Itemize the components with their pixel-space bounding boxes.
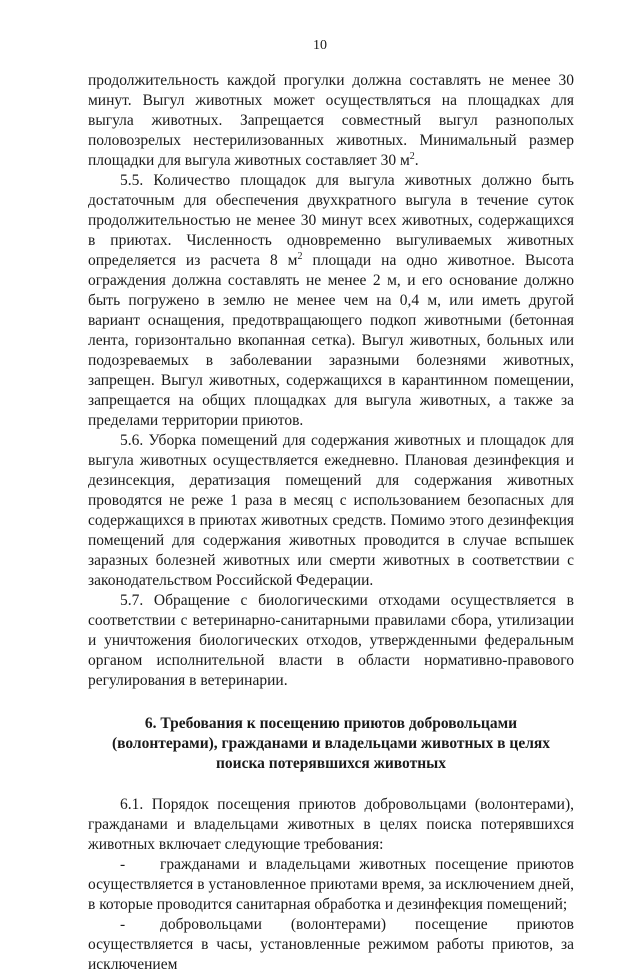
document-body [88,71,574,975]
paragraph-continuation [88,71,574,171]
list-item-text: гражданами и владельцами животных посещение приютов осуществляется в установленное приютами время, за исключением дней, в которые проводится санитарная обработка и дезинфекция помещений; [88,856,574,913]
heading-line: 6. Требования к посещению приютов добровольцами [144,715,518,732]
paragraph-5-5 [88,171,574,431]
list-dash: - [120,856,126,873]
list-dash: - [120,916,126,933]
list-item [88,915,574,975]
paragraph-text-tail: площади на одно животное. Высота ограждения должна составлять не менее 2 м, и его основание должно быть погружено в землю не менее чем на 0,4 м, или иметь другой вариант оснащения, предотвращающего подкоп животными (бетонная лента, горизонтально вкопанная сетка). Выгул животных, больных или подозреваемых в заболевании заразными болезнями животных, запрещен. Выгул животных, содержащихся в карантинном помещении, запрещается на общих площадках для выгула животных, а также за пределами территории приютов. [88,252,574,429]
superscript: 2 [297,250,303,262]
heading-line: (волонтерами), гражданами и владельцами животных в целях [111,735,551,752]
superscript: 2 [409,150,415,162]
paragraph-5-7: 5.7. Обращение с биологическими отходами осуществляется в соответствии с ветеринарно-санитарными правилами сбора, утилизации и уничтожения биологических отходов, утвержденными федеральным органом исполнительной власти в области нормативно-правового регулирования в ветеринарии. [88,592,574,689]
paragraph-text-tail: . [414,152,419,169]
paragraph-5-6: 5.6. Уборка помещений для содержания животных и площадок для выгула животных осуществляется ежедневно. Плановая дезинфекция и дезинсекция, дератизация помещений для содержания животных проводятся не реже 1 раза в месяц с использованием безопасных для содержащихся в приютах животных средств. Помимо этого дезинфекция помещений для содержания животных проводится в случае вспышек заразных болезней животных или смерти животных в соответствии с законодательством Российской Федерации. [88,432,574,589]
page-number: 10 [313,38,327,53]
list-item [88,855,574,915]
section-heading [88,714,574,774]
paragraph-6-1: 6.1. Порядок посещения приютов добровольцами (волонтерами), гражданами и владельцами животных в целях поиска потерявшихся животных включает следующие требования: [88,796,574,853]
list-item-text: добровольцами (волонтерами) посещение приютов осуществляется в часы, установленные режимом работы приютов, за исключением [88,916,574,973]
heading-line: поиска потерявшихся животных [216,755,446,772]
paragraph-text: продолжительность каждой прогулки должна составлять не менее 30 минут. Выгул животных может осуществляться на площадках для выгула животных. Запрещается совместный выгул разнополых половозрелых нестерилизованных животных. Минимальный размер площадки для выгула животных составляет 30 м [88,72,574,169]
paragraph-text: 5.5. Количество площадок для выгула животных должно быть достаточным для обеспечения двухкратного выгула в течение суток продолжительностью не менее 30 минут всех животных, содержащихся в приютах. Численность одновременно выгуливаемых животных определяется из расчета 8 м [88,172,574,269]
